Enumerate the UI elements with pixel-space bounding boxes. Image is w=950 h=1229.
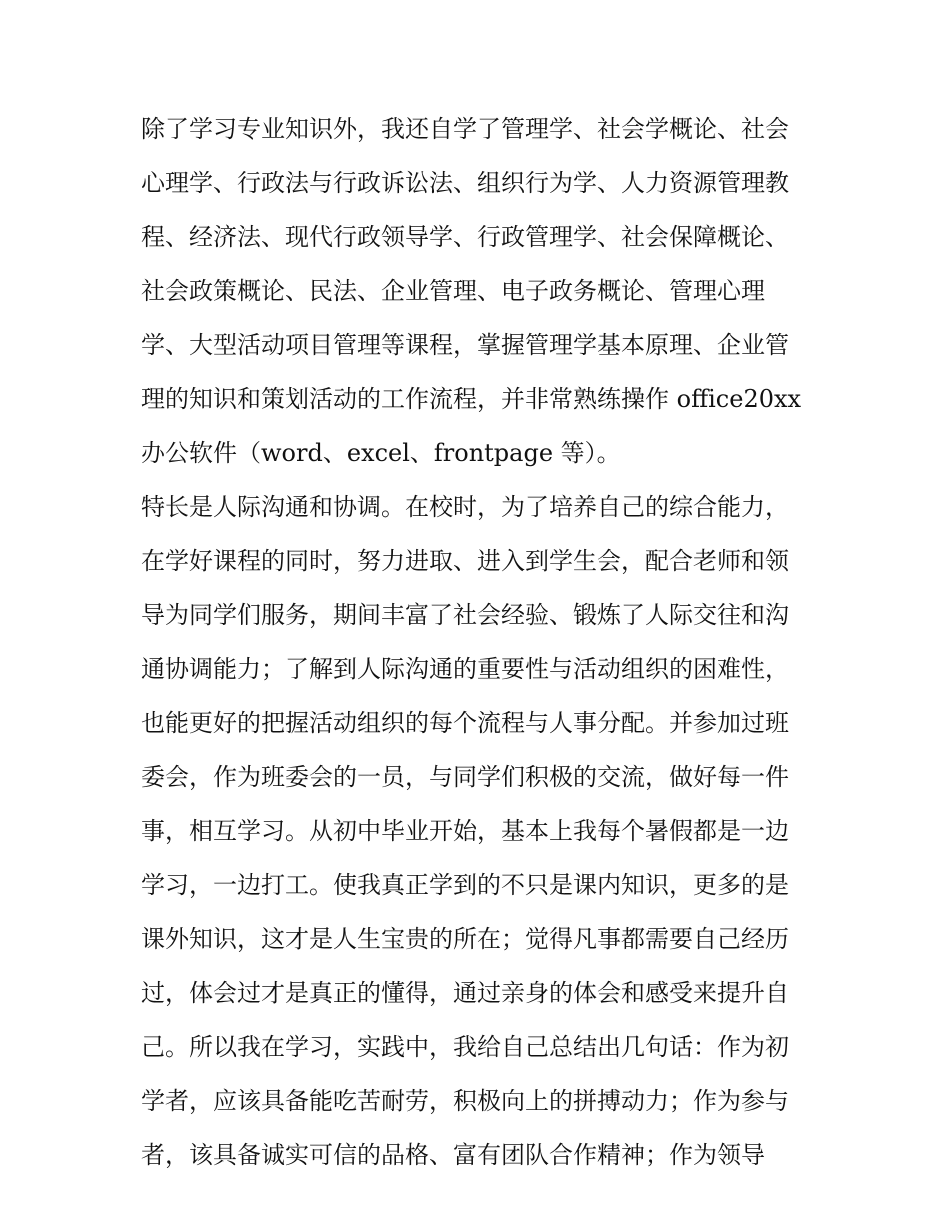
text-line: 导为同学们服务，期间丰富了社会经验、锻炼了人际交往和沟 bbox=[141, 601, 789, 629]
text-line: 程、经济法、现代行政领导学、行政管理学、社会保障概论、 bbox=[141, 223, 789, 251]
text-line: 学、大型活动项目管理等课程，掌握管理学基本原理、企业管 bbox=[141, 331, 789, 359]
text-line: 理的知识和策划活动的工作流程，并非常熟练操作 office20xx bbox=[141, 385, 802, 413]
text-line: 也能更好的把握活动组织的每个流程与人事分配。并参加过班 bbox=[141, 709, 789, 737]
text-line: 办公软件（word、excel、frontpage 等）。 bbox=[141, 439, 621, 467]
document-body bbox=[141, 102, 821, 1182]
text-line: 除了学习专业知识外，我还自学了管理学、社会学概论、社会 bbox=[141, 115, 789, 143]
text-line: 社会政策概论、民法、企业管理、电子政务概论、管理心理 bbox=[141, 277, 765, 305]
text-line: 委会，作为班委会的一员，与同学们积极的交流，做好每一件 bbox=[141, 763, 789, 791]
text-line: 特长是人际沟通和协调。在校时，为了培养自己的综合能力， bbox=[141, 493, 789, 521]
paragraph-strengths bbox=[141, 480, 821, 1182]
text-line: 课外知识，这才是人生宝贵的所在；觉得凡事都需要自己经历 bbox=[141, 925, 789, 953]
text-line: 过，体会过才是真正的懂得，通过亲身的体会和感受来提升自 bbox=[141, 979, 789, 1007]
text-line: 在学好课程的同时，努力进取、进入到学生会，配合老师和领 bbox=[141, 547, 789, 575]
text-line: 者，该具备诚实可信的品格、富有团队合作精神；作为领导 bbox=[141, 1141, 765, 1169]
text-line: 学习，一边打工。使我真正学到的不只是课内知识，更多的是 bbox=[141, 871, 789, 899]
text-line: 己。所以我在学习，实践中，我给自己总结出几句话：作为初 bbox=[141, 1033, 789, 1061]
text-line: 通协调能力；了解到人际沟通的重要性与活动组织的困难性， bbox=[141, 655, 789, 683]
text-line: 心理学、行政法与行政诉讼法、组织行为学、人力资源管理教 bbox=[141, 169, 789, 197]
text-line: 事，相互学习。从初中毕业开始，基本上我每个暑假都是一边 bbox=[141, 817, 789, 845]
paragraph-self-study bbox=[141, 102, 821, 480]
text-line: 学者，应该具备能吃苦耐劳，积极向上的拼搏动力；作为参与 bbox=[141, 1087, 789, 1115]
